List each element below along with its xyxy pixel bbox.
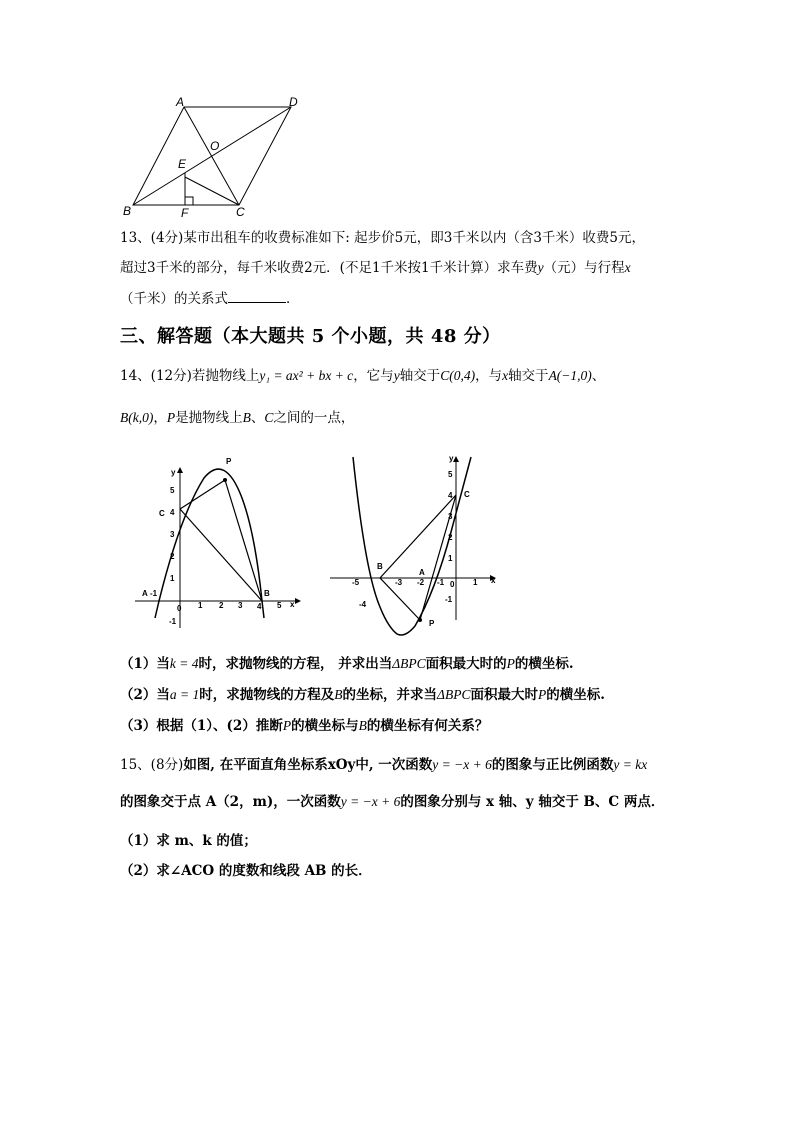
q15-text: 的图象分别与 x 轴、y 轴交于 B、C 两点．	[400, 794, 665, 810]
q15-sub1: （1）求 m、k 的值；	[120, 833, 257, 849]
graph2-y-label: y	[449, 454, 454, 463]
q13-text-end: ．	[286, 291, 300, 307]
q15-text: 的图象与正比例函数	[491, 757, 614, 773]
q14-sub1-text: 的横坐标.	[514, 656, 574, 672]
graph1-tick: 0	[177, 604, 182, 613]
q14-sub2-text: 时，求抛物线的方程及	[199, 687, 335, 703]
graph1-tick: -1	[169, 617, 177, 626]
q15-line1	[120, 756, 680, 774]
q15-sub2: （2）求∠ACO 的度数和线段 AB 的长．	[120, 863, 372, 879]
q14-text: ，与	[475, 368, 503, 384]
graph2-x-label: x	[491, 576, 496, 585]
graph1-tick: 5	[277, 601, 282, 610]
graph2-tick: -1	[437, 578, 445, 587]
q14-text: 、	[250, 410, 265, 426]
graph1-tick: 1	[198, 601, 203, 610]
right-angle-mark	[185, 197, 193, 205]
graph2-tick: 1	[473, 578, 478, 587]
graph2-tick: 2	[448, 533, 453, 542]
q13-number: 13、(4分)	[120, 230, 184, 246]
q13-text-mid: （元）与行程	[543, 260, 625, 276]
q14-sub2-text: 的横坐标.	[546, 687, 605, 703]
label-A: A	[176, 95, 185, 109]
label-O: O	[210, 139, 220, 153]
graph1-segment-pb	[225, 480, 262, 601]
q14-line1	[120, 367, 680, 385]
graph1-tick: 2	[219, 601, 224, 610]
q14-sub1-text: 面积最大时的	[425, 656, 507, 672]
q13-var-x: x	[624, 260, 631, 275]
q14-sub2-text: （2）当	[120, 687, 170, 703]
q14-sub3	[120, 717, 680, 735]
graph1-y-label: y	[171, 468, 176, 477]
q14-sub1-text: （1）当	[120, 656, 170, 672]
graph1-tick: 3	[170, 530, 175, 539]
graph2-label-b: B	[377, 562, 383, 571]
graph2-label-a: A	[419, 568, 425, 577]
q14-point-p: P	[166, 410, 176, 425]
q13-text-2: 超过3千米的部分，每千米收费2元．(不足1千米按1千米计算）求车费	[120, 260, 538, 276]
graph1-segment-cp	[180, 480, 225, 509]
q13-answer-blank	[228, 290, 286, 303]
q13-var-y: y	[537, 260, 544, 275]
q14-var-x: x	[502, 368, 509, 383]
label-B: B	[123, 204, 132, 218]
graph1-tick: 2	[170, 552, 175, 561]
graph2-tick: 0	[450, 580, 455, 589]
graph1-tick: 5	[170, 486, 175, 495]
graph2-tick: -2	[417, 578, 425, 587]
graph2-tick: -3	[395, 578, 403, 587]
q14-point-b: B(k,0)	[120, 410, 154, 425]
q14-sub1-p: P	[506, 656, 515, 671]
q14-sub2	[120, 686, 680, 704]
label-C: C	[236, 205, 245, 219]
graph2-tick: 3	[448, 512, 453, 521]
q15-equation-3: y = −x + 6	[340, 794, 401, 809]
q14-text: 轴交于	[508, 368, 549, 384]
q14-number: 14、(12分)	[120, 368, 192, 384]
q14-point-a: A(−1,0)	[548, 368, 592, 383]
section-3-title: 三、解答题（本大题共 5 个小题，共 48 分）	[120, 326, 501, 347]
q14-sub3-b: B	[358, 718, 367, 733]
q14-sub2-triangle: ΔBPC	[437, 687, 471, 702]
graph1-label-p: P	[226, 458, 232, 466]
q14-sub3-text: 的横坐标与	[291, 718, 359, 734]
graph2-tick: 5	[448, 470, 453, 479]
graph2-tick: -1	[445, 595, 453, 604]
q13-line3	[120, 290, 680, 308]
q14-sub3-text: （3）根据（1）、(2）推断	[120, 718, 283, 734]
q14-sub1-text: 时，求抛物线的方程， 并求出当	[198, 656, 393, 672]
graph-2	[325, 452, 505, 642]
q14-label-c: C	[264, 410, 274, 425]
q15-number: 15、(8分)	[120, 757, 184, 773]
q14-text: 轴交于	[399, 368, 441, 384]
graph2-tick: 4	[448, 491, 453, 500]
q14-text: 、	[591, 368, 606, 384]
q15-equation-1: y = −x + 6	[432, 757, 492, 772]
graph1-tick: 1	[170, 574, 175, 583]
q14-sub2-p: P	[537, 687, 547, 702]
q14-sub2-eq: a = 1	[169, 687, 200, 702]
graph2-tick: -5	[352, 578, 360, 587]
q14-sub3-text: 的横坐标有何关系？	[366, 718, 489, 734]
q15-text: 如图, 在平面直角坐标系xOy中, 一次函数	[183, 757, 433, 773]
graph2-parabola	[353, 457, 471, 635]
graph2-tick: 1	[448, 554, 453, 563]
q14-sub2-text: 的坐标，并求当	[342, 687, 438, 703]
q14-label-b: B	[242, 410, 251, 425]
rhombus-figure	[115, 95, 325, 220]
graph1-tick: 4	[170, 508, 175, 517]
q14-var-y: y	[393, 368, 400, 383]
q14-sub3-p: P	[282, 718, 292, 733]
graph1-label-c: C	[159, 509, 165, 518]
q15-equation-2: y = kx	[613, 757, 648, 772]
q14-sub1	[120, 655, 680, 673]
label-D: D	[289, 95, 298, 109]
graph2-label-c: C	[464, 490, 470, 499]
q14-text: ，它与	[353, 368, 394, 384]
q14-sub1-triangle: ΔBPC	[392, 656, 426, 671]
graph-1	[130, 458, 310, 633]
label-F: F	[181, 206, 189, 220]
q14-point-c: C(0,4)	[440, 368, 476, 383]
graph2-label-p: P	[429, 619, 435, 628]
q14-sub2-text: 面积最大时	[470, 687, 538, 703]
q13-line1	[120, 229, 680, 247]
graph1-tick: -1	[150, 589, 158, 598]
graph1-label-b: B	[264, 589, 270, 598]
graph1-x-label: x	[290, 600, 295, 609]
graph1-tick: 3	[238, 601, 243, 610]
q13-line2	[120, 259, 680, 277]
q14-text: ，	[153, 410, 167, 426]
q15-line2	[120, 793, 680, 811]
q14-text: 之间的一点，	[273, 410, 355, 426]
q14-sub1-eq: k = 4	[169, 656, 199, 671]
q14-sub2-b: B	[334, 687, 343, 702]
graph1-point-p-dot	[223, 478, 227, 482]
label-E: E	[178, 157, 187, 171]
q14-line2	[120, 409, 680, 427]
q14-equation: y₁ = ax² + bx + c	[259, 368, 354, 383]
q13-text-1: 某市出租车的收费标准如下: 起步价5元，即3千米以内（含3千米）收费5元，	[183, 230, 646, 246]
q14-text: 若抛物线上	[191, 368, 260, 384]
q15-text: 的图象交于点 A（2，m)，一次函数	[120, 794, 341, 810]
q14-text: 是抛物线上	[175, 410, 243, 426]
q13-text-3: （千米）的关系式	[120, 291, 228, 307]
graph1-label-a: A	[142, 589, 148, 598]
graph2-point-p-dot	[418, 618, 422, 622]
graph1-tick: 4	[257, 602, 262, 611]
graph2-tick: -4	[359, 600, 367, 609]
